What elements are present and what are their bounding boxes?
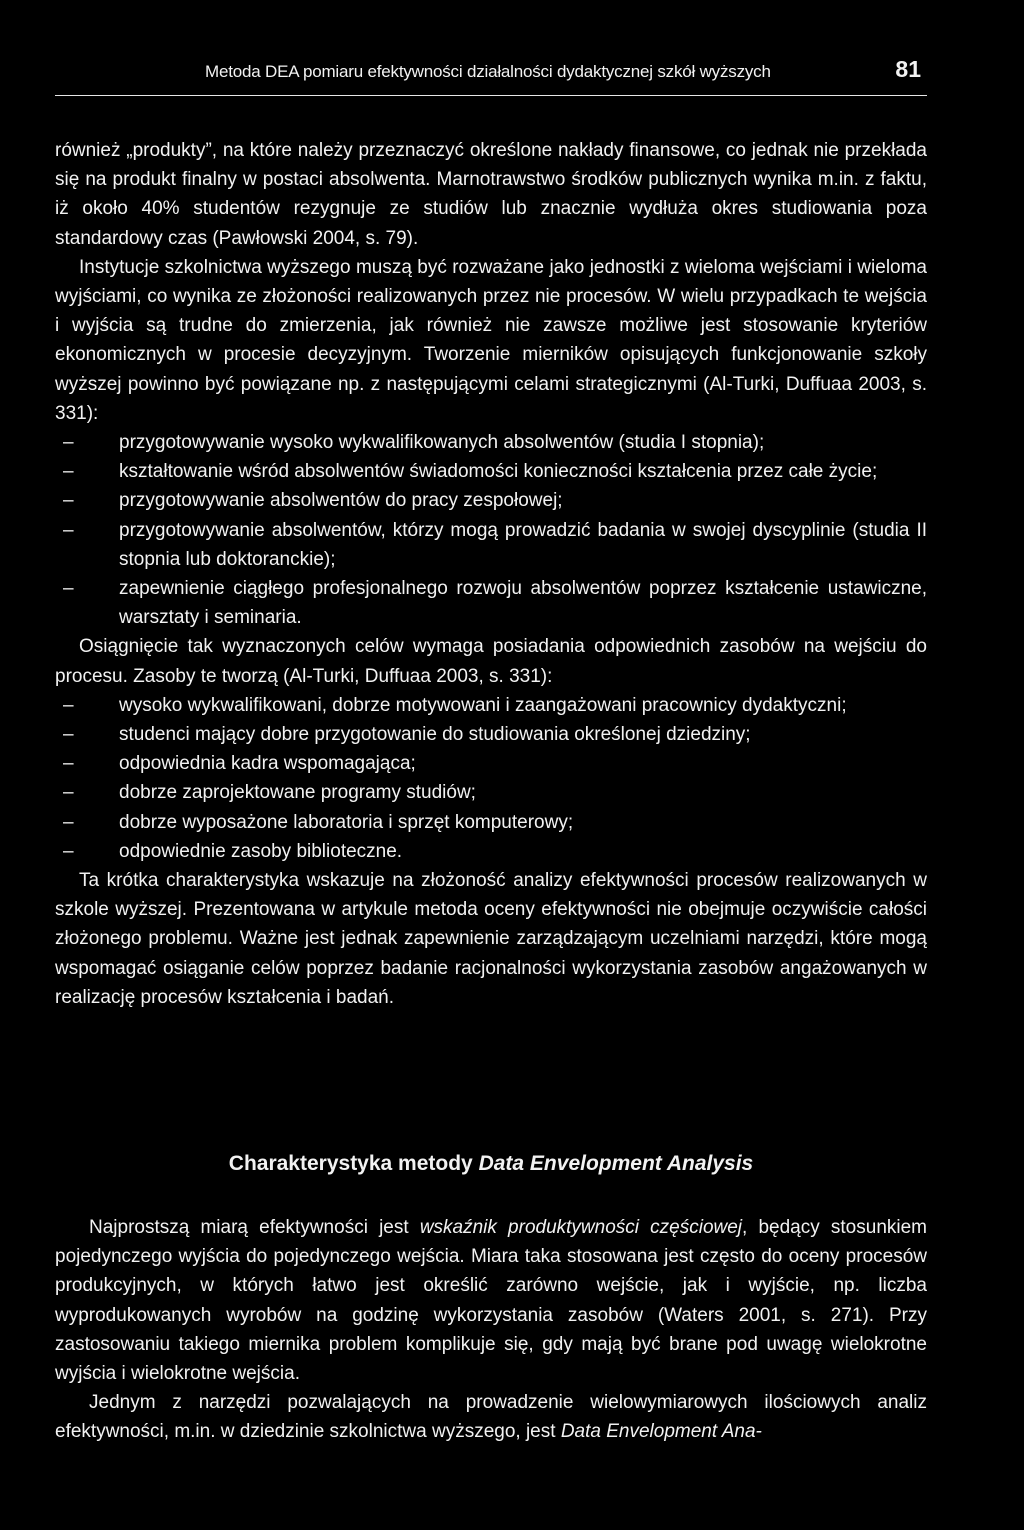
list-item-text: przygotowywanie absolwentów, którzy mogą prowadzić badania w swojej dyscyplinie (studia II stopnia lub doktoranckie); bbox=[119, 519, 927, 570]
list-item-text: zapewnienie ciągłego profesjonalnego rozwoju absolwentów poprzez kształcenie ustawiczne, warsztaty i seminaria. bbox=[119, 578, 927, 629]
list-item-text: przygotowywanie absolwentów do pracy zespołowej; bbox=[119, 490, 563, 512]
list-item-text: odpowiednia kadra wspomagająca; bbox=[119, 753, 416, 775]
paragraph: Ta krótka charakterystyka wskazuje na złożoność analizy efektywności procesów realizowanych w szkole wyższej. Prezentowana w artykule metoda oceny efektywności nie obejmuje oczywiście całości złożonego problemu. Ważne jest jednak zapewnienie zarządzającym uczelniami narzędzi, które mogą wspomagać osiąganie celów poprzez badanie racjonalności wykorzystania zasobów angażowanych w realizację procesów kształcenia i badań. bbox=[55, 870, 927, 1008]
dash-marker: – bbox=[63, 519, 74, 541]
text-run: Jednym z narzędzi pozwalających na prowadzenie wielowymiarowych ilościowych analiz efektywności, m.in. w dziedzinie szkolnictwa wyższego, jest bbox=[55, 1392, 927, 1443]
list-item bbox=[55, 837, 927, 866]
dash-marker: – bbox=[63, 461, 74, 483]
dash-marker: – bbox=[63, 432, 74, 454]
document-page bbox=[55, 0, 927, 1530]
header-rule bbox=[55, 95, 927, 96]
dash-marker: – bbox=[63, 753, 74, 775]
dash-marker: – bbox=[63, 490, 74, 512]
list-item-text: kształtowanie wśród absolwentów świadomości konieczności kształcenia przez całe życie; bbox=[119, 461, 878, 483]
dash-marker: – bbox=[63, 724, 74, 746]
list-item bbox=[55, 778, 927, 807]
list-item bbox=[55, 808, 927, 837]
dash-marker: – bbox=[63, 578, 74, 600]
list-item bbox=[55, 428, 927, 457]
section-heading-italic: Data Envelopment Analysis bbox=[478, 1152, 754, 1175]
list-item-text: wysoko wykwalifikowani, dobrze motywowani i zaangażowani pracownicy dydaktyczni; bbox=[119, 694, 847, 716]
italic-term: wskaźnik produktywności częściowej bbox=[419, 1217, 743, 1238]
text-run: , będący stosunkiem pojedynczego wyjścia do pojedynczego wejścia. Miara taka stosowana jest często do oceny procesów produkcyjnych, w których łatwo jest określić zarówno wejście, jak i wyjście, np. liczba wyprodukowanych wyrobów na godzinę wykorzystania zasobów (Waters 2001, s. 271). Przy zastosowaniu takiego miernika problem komplikuje się, gdy mają być brane pod uwagę wielokrotne wyjścia i wielokrotne wejścia. bbox=[55, 1217, 927, 1385]
goals-list bbox=[55, 428, 927, 632]
list-item bbox=[55, 749, 927, 778]
running-title: Metoda DEA pomiaru efektywności działalności dydaktycznej szkół wyższych bbox=[205, 62, 771, 81]
body-text bbox=[55, 136, 927, 1012]
dash-marker: – bbox=[63, 694, 74, 716]
list-item bbox=[55, 486, 927, 515]
list-item-text: przygotowywanie wysoko wykwalifikowanych absolwentów (studia I stopnia); bbox=[119, 432, 765, 454]
paragraph: Instytucje szkolnictwa wyższego muszą być rozważane jako jednostki z wieloma wejściami i wieloma wyjściami, co wynika ze złożoności realizowanych przez nie procesów. W wielu przypadkach te wejścia i wyjścia są trudne do zmierzenia, jak również nie zawsze możliwe jest stosowanie kryteriów ekonomicznych w procesie decyzyjnym. Tworzenie mierników opisujących funkcjonowanie szkoły wyższej powinno być powiązane np. z następującymi celami strategicznymi (Al-Turki, Duffuaa 2003, s. 331): bbox=[55, 256, 927, 424]
list-item-text: dobrze wyposażone laboratoria i sprzęt komputerowy; bbox=[119, 811, 574, 833]
section-heading-plain: Charakterystyka metody bbox=[228, 1152, 479, 1175]
resources-list bbox=[55, 691, 927, 866]
paragraph: Osiągnięcie tak wyznaczonych celów wymaga posiadania odpowiednich zasobów na wejściu do procesu. Zasoby te tworzą (Al-Turki, Duffuaa 2003, s. 331): bbox=[55, 636, 927, 687]
text-run: Najprostszą miarą efektywności jest bbox=[89, 1217, 420, 1238]
list-item bbox=[55, 516, 927, 574]
paragraph bbox=[55, 1213, 927, 1388]
running-header bbox=[55, 56, 927, 90]
list-item bbox=[55, 691, 927, 720]
list-item bbox=[55, 574, 927, 632]
paragraph bbox=[55, 1388, 927, 1446]
list-item-text: studenci mający dobre przygotowanie do studiowania określonej dziedziny; bbox=[119, 724, 751, 746]
section-body bbox=[55, 1213, 927, 1447]
dash-marker: – bbox=[63, 840, 74, 862]
section-heading bbox=[55, 1152, 927, 1176]
list-item bbox=[55, 457, 927, 486]
dash-marker: – bbox=[63, 811, 74, 833]
page-number: 81 bbox=[895, 56, 921, 82]
list-item bbox=[55, 720, 927, 749]
list-item-text: odpowiednie zasoby biblioteczne. bbox=[119, 840, 403, 862]
italic-term: Data Envelopment Ana- bbox=[560, 1421, 762, 1443]
list-item-text: dobrze zaprojektowane programy studiów; bbox=[119, 782, 476, 804]
paragraph: również „produkty”, na które należy przeznaczyć określone nakłady finansowe, co jednak nie przekłada się na produkt finalny w postaci absolwenta. Marnotrawstwo środków publicznych wynika m.in. z faktu, iż około 40% studentów rezygnuje ze studiów lub znacznie wydłuża okres studiowania poza standardowy czas (Pawłowski 2004, s. 79). bbox=[55, 140, 927, 249]
dash-marker: – bbox=[63, 782, 74, 804]
